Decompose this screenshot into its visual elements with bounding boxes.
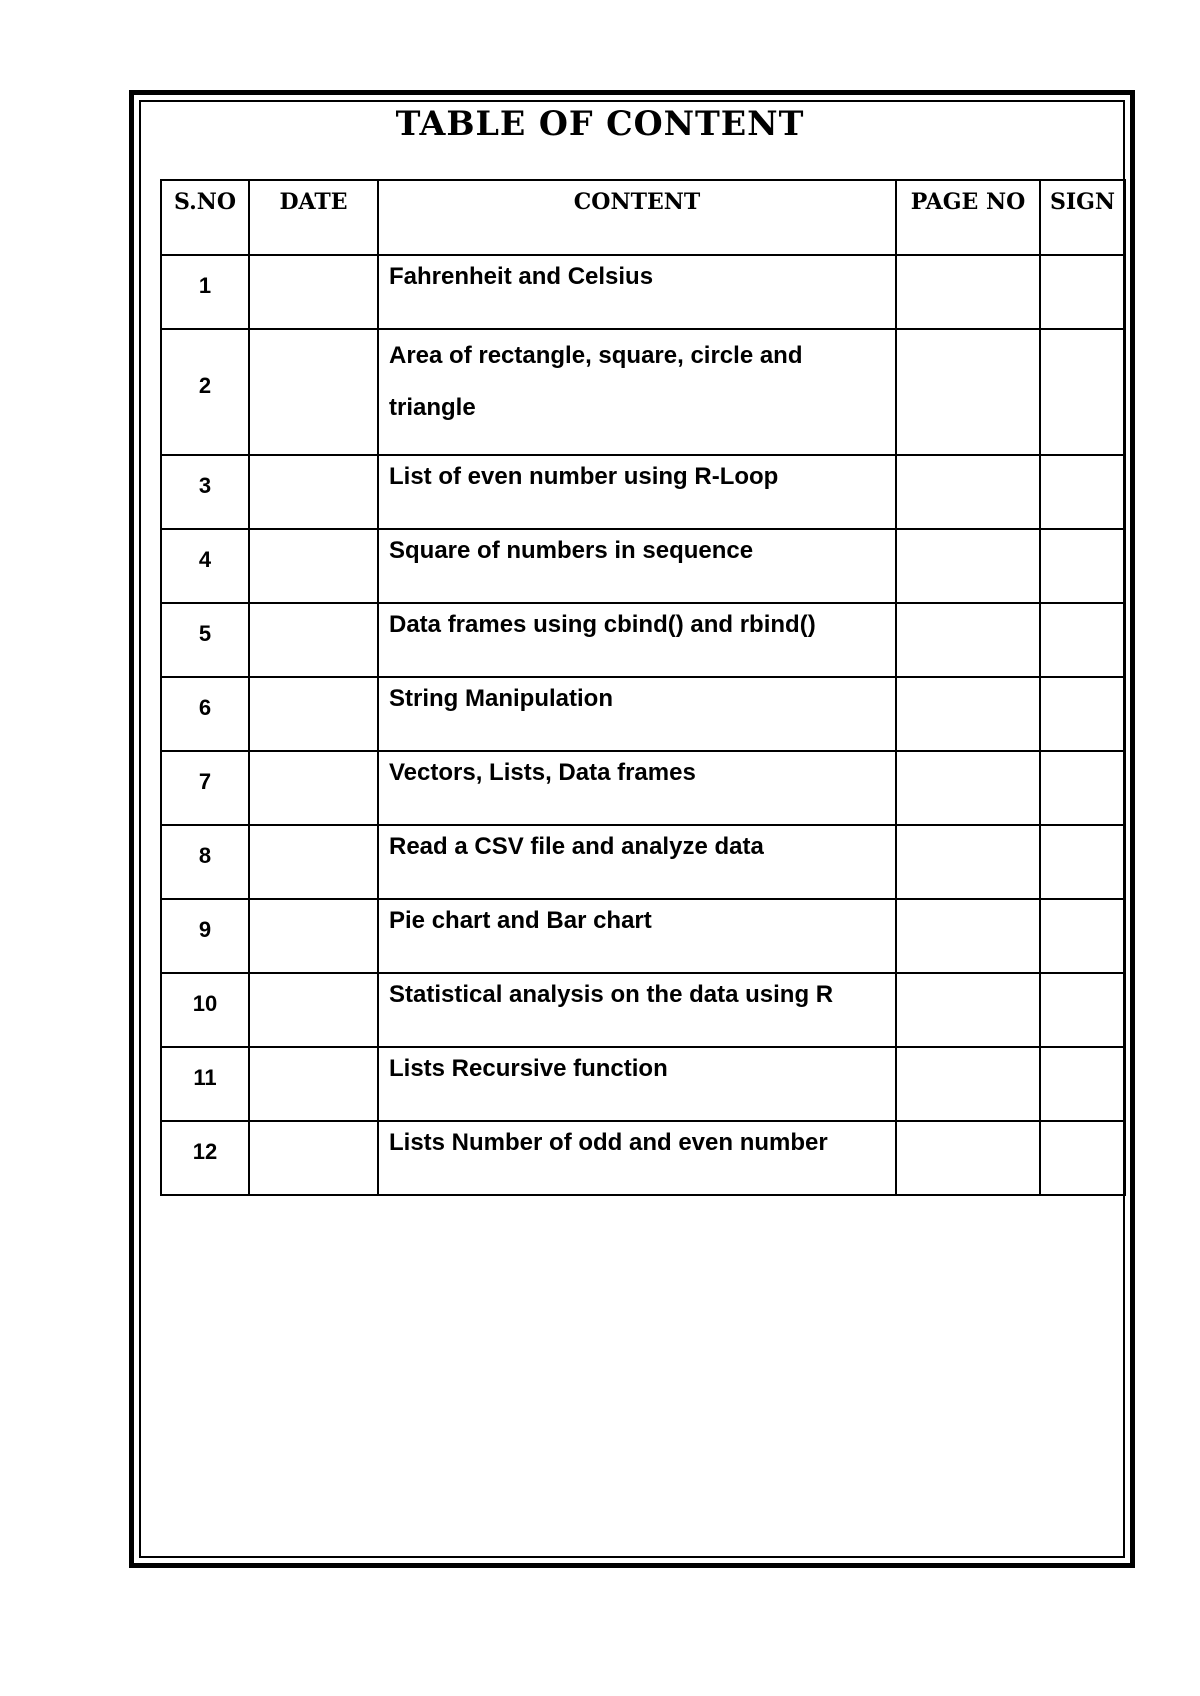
cell-date [249, 1121, 378, 1195]
header-sign: SIGN [1040, 180, 1125, 255]
cell-sno: 12 [161, 1121, 249, 1195]
cell-content: Read a CSV file and analyze data [378, 825, 896, 899]
cell-sno: 1 [161, 255, 249, 329]
table-row [161, 899, 1125, 973]
cell-sign [1040, 899, 1125, 973]
cell-date [249, 677, 378, 751]
cell-content: Statistical analysis on the data using R [378, 973, 896, 1047]
cell-page-no [896, 255, 1040, 329]
cell-sign [1040, 455, 1125, 529]
cell-content: String Manipulation [378, 677, 896, 751]
cell-sno: 2 [161, 329, 249, 455]
cell-content: Lists Recursive function [378, 1047, 896, 1121]
cell-sign [1040, 529, 1125, 603]
cell-page-no [896, 825, 1040, 899]
cell-date [249, 455, 378, 529]
cell-content: Square of numbers in sequence [378, 529, 896, 603]
cell-date [249, 255, 378, 329]
cell-sno: 9 [161, 899, 249, 973]
cell-date [249, 825, 378, 899]
cell-page-no [896, 751, 1040, 825]
cell-sno: 7 [161, 751, 249, 825]
table-header-row [161, 180, 1125, 255]
cell-sno: 5 [161, 603, 249, 677]
cell-sno: 3 [161, 455, 249, 529]
cell-content: Lists Number of odd and even number [378, 1121, 896, 1195]
cell-date [249, 899, 378, 973]
cell-date [249, 329, 378, 455]
cell-sno: 11 [161, 1047, 249, 1121]
cell-date [249, 603, 378, 677]
cell-sign [1040, 1121, 1125, 1195]
cell-sign [1040, 603, 1125, 677]
cell-page-no [896, 677, 1040, 751]
cell-page-no [896, 529, 1040, 603]
cell-sno: 10 [161, 973, 249, 1047]
toc-table [160, 179, 1126, 1196]
cell-date [249, 973, 378, 1047]
cell-content: Pie chart and Bar chart [378, 899, 896, 973]
table-row [161, 751, 1125, 825]
cell-page-no [896, 603, 1040, 677]
cell-sign [1040, 1047, 1125, 1121]
cell-content: Vectors, Lists, Data frames [378, 751, 896, 825]
table-row [161, 603, 1125, 677]
header-page-no: PAGE NO [896, 180, 1040, 255]
cell-page-no [896, 1047, 1040, 1121]
page-title: TABLE OF CONTENT [395, 104, 805, 144]
table-row [161, 973, 1125, 1047]
cell-sign [1040, 677, 1125, 751]
header-sno: S.NO [161, 180, 249, 255]
cell-content: Fahrenheit and Celsius [378, 255, 896, 329]
header-content: CONTENT [378, 180, 896, 255]
cell-sign [1040, 825, 1125, 899]
cell-sno: 8 [161, 825, 249, 899]
cell-page-no [896, 973, 1040, 1047]
cell-content: Area of rectangle, square, circle and triangle [378, 329, 896, 455]
cell-sign [1040, 329, 1125, 455]
table-row [161, 825, 1125, 899]
cell-page-no [896, 455, 1040, 529]
table-row [161, 529, 1125, 603]
cell-sno: 6 [161, 677, 249, 751]
cell-date [249, 1047, 378, 1121]
cell-sign [1040, 751, 1125, 825]
cell-content: Data frames using cbind() and rbind() [378, 603, 896, 677]
table-row [161, 1047, 1125, 1121]
cell-content: List of even number using R-Loop [378, 455, 896, 529]
cell-sign [1040, 255, 1125, 329]
table-row [161, 1121, 1125, 1195]
cell-page-no [896, 1121, 1040, 1195]
cell-sno: 4 [161, 529, 249, 603]
header-date: DATE [249, 180, 378, 255]
cell-page-no [896, 899, 1040, 973]
table-row [161, 329, 1125, 455]
cell-date [249, 529, 378, 603]
table-row [161, 677, 1125, 751]
table-row [161, 455, 1125, 529]
cell-page-no [896, 329, 1040, 455]
cell-date [249, 751, 378, 825]
table-row [161, 255, 1125, 329]
cell-sign [1040, 973, 1125, 1047]
